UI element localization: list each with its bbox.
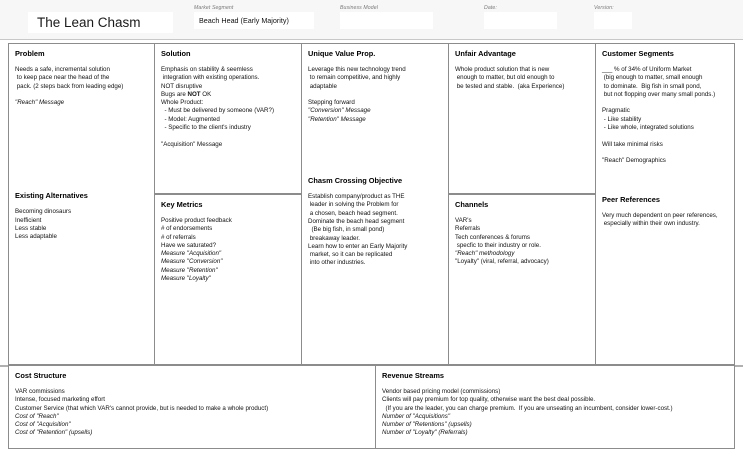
cell-unique-value-prop[interactable] [302,43,449,365]
cell-body-unique-value-prop [308,66,443,124]
cell-title-revenue-streams: Revenue Streams [382,371,445,380]
market-segment-input[interactable]: Beach Head (Early Majority) [194,12,314,29]
text-line: VAR's [455,217,472,224]
text-line: especially within their own industry. [602,219,700,227]
text-line: to keep pace near the head of the [15,74,110,82]
cell-title-chasm-crossing-objective: Chasm Crossing Objective [308,176,403,186]
text-line: Positive product feedback [161,217,232,224]
text-line: into other industries. [308,259,366,267]
cell-body-peer-references [602,212,729,229]
text-line: adaptable [308,82,337,90]
text-line: (If you are the leader, you can charge premium. If you are unseating an incumbent, consider lower-cost.) [382,404,673,412]
text-line: Measure "Acquisition" [161,250,222,258]
text-line: "Retention" Message [308,115,366,123]
text-line: Measure "Loyalty" [161,275,211,283]
cell-body-unfair-advantage [455,66,590,91]
spacer-customer-segments [602,166,729,195]
text-line: breakaway leader. [308,234,360,242]
text-line: Number of "Acquisitions" [382,412,451,420]
version-label: Version: [594,5,614,11]
text-line [308,91,443,99]
text-line: Less adaptable [15,233,57,241]
cell-title-solution: Solution [161,49,191,58]
text-line: Learn how to enter an Early Majority [308,242,408,250]
text-line: to dominate. Big fish in small pond, [602,82,702,90]
text-line: Number of "Retentions" (upsells) [382,421,472,429]
text-line: Stepping forward [308,99,355,107]
cell-body-channels [455,217,590,267]
text-line: pack. (2 steps back from leading edge) [15,82,124,90]
cell-cost-structure[interactable] [8,365,376,449]
text-line: be tested and stable. (aka Experience) [455,82,565,90]
text-line: (big enough to matter, small enough [602,74,703,82]
text-line: - Like stability [602,115,642,123]
text-line: Measure "Retention" [161,266,218,274]
text-line: Leverage this new technology trend [308,66,406,73]
canvas-bottom-row [8,365,735,449]
text-line: Cost of "Retention" (upsells) [15,429,93,437]
text-line: "Reach" Message [15,99,65,107]
canvas-header [0,0,743,40]
cell-problem[interactable] [8,43,155,365]
cell-body-solution [161,66,296,149]
cell-body-cost-structure [15,388,370,438]
cell-channels[interactable] [449,194,596,365]
text-line [161,132,296,140]
cell-key-metrics[interactable] [155,194,302,365]
spacer-uvp [308,124,443,176]
spacer-problem [15,107,149,191]
text-line: - Must be delivered by someone (VAR?) [161,107,275,115]
text-line: integration with existing operations. [161,74,260,82]
text-line: Bugs are NOT OK [161,90,212,98]
text-line: Customer Service (that which VAR's cannot provide, but is needed to make a whole product) [15,404,269,412]
text-line: a chosen, beach head segment. [308,209,398,217]
text-line [602,149,729,157]
text-line: Cost of "Reach" [15,412,59,420]
cell-title-existing-alternatives: Existing Alternatives [15,191,88,201]
text-line: Clients will pay premium for top quality, otherwise want the best deal possible. [382,396,596,404]
text-line: Very much dependent on peer references, [602,211,718,219]
market-segment-field [194,5,314,29]
text-line: but not flopping over many small ponds.) [602,90,716,98]
cell-title-unfair-advantage: Unfair Advantage [455,49,516,58]
cell-title-peer-references: Peer References [602,194,660,204]
cell-body-existing-alternatives [15,208,149,241]
text-line: Referrals [455,225,481,233]
date-field [484,5,557,29]
text-line: Dominate the beach head segment [308,217,405,225]
page-title: The Lean Chasm [28,12,173,33]
cell-solution[interactable] [155,43,302,194]
text-line: ___ % of 34% of Uniform Market [602,66,692,73]
text-line: (Be big fish, in small pond) [308,226,385,234]
text-line: "Conversion" Message [308,107,371,115]
text-line: Emphasis on stability & seemless [161,66,253,73]
text-line: Pragmatic [602,107,630,115]
text-line [602,99,729,107]
business-model-field [340,5,433,29]
text-line: leader in solving the Problem for [308,201,399,209]
market-segment-label: Market Segment [194,5,234,11]
text-line: "Reach" Demographics [602,157,666,165]
cell-body-key-metrics [161,217,296,283]
cell-body-chasm-crossing-objective [308,193,443,268]
canvas-title-field [28,12,173,33]
date-input[interactable] [484,12,557,29]
cell-body-problem [15,66,149,107]
cell-title-cost-structure: Cost Structure [15,371,67,380]
text-line: Cost of "Acquisition" [15,421,71,429]
business-model-label: Business Model [340,5,379,11]
text-line: enough to matter, but old enough to [455,74,555,82]
cell-customer-segments[interactable] [596,43,735,365]
text-line: "Acquisition" Message [161,140,223,148]
text-line: Tech conferences & forums [455,233,530,241]
text-line: to remain competitive, and highly [308,74,401,82]
text-line: Inefficient [15,216,42,224]
text-line: # of endorsements [161,225,213,233]
text-line: Establish company/product as THE [308,193,405,201]
cell-title-key-metrics: Key Metrics [161,200,203,209]
text-line: Vendor based pricing model (commissions) [382,388,501,395]
text-line: Measure "Conversion" [161,258,223,266]
canvas-grid [8,43,735,365]
text-line [15,91,149,99]
cell-body-revenue-streams [382,388,729,438]
cell-unfair-advantage[interactable] [449,43,596,194]
text-line: "Loyalty" (viral, referral, advocacy) [455,258,549,266]
text-line: Less stable [15,225,47,233]
text-line: Intense, focused marketing effort [15,396,105,404]
text-line: - Specific to the client's industry [161,124,251,132]
version-field [594,5,632,29]
text-line: Whole Product: [161,99,204,107]
text-line: - Model: Augmented [161,115,220,123]
text-line: market, so it can be replicated [308,251,393,259]
text-line [602,132,729,140]
text-line: Number of "Loyalty" (Referrals) [382,429,468,437]
cell-title-customer-segments: Customer Segments [602,49,674,58]
text-line: Becoming dinosaurs [15,208,72,216]
text-line: - Like whole, integrated solutions [602,124,694,132]
cell-revenue-streams[interactable] [376,365,735,449]
cell-body-customer-segments [602,66,729,166]
text-line: Whole product solution that is new [455,66,550,73]
business-model-input[interactable] [340,12,433,29]
text-line: specfic to their industry or role. [455,241,541,249]
text-line: # of referrals [161,233,196,241]
text-line: "Reach" methodology [455,250,515,258]
text-line: Have we saturated? [161,241,217,249]
cell-title-channels: Channels [455,200,489,209]
cell-title-unique-value-prop: Unique Value Prop. [308,49,376,58]
text-line: VAR commissions [15,388,65,395]
date-label: Date: [484,5,497,11]
text-line: Will take minimal risks [602,140,663,148]
cell-title-problem: Problem [15,49,45,58]
version-input[interactable] [594,12,632,29]
text-line: NOT disruptive [161,82,203,90]
text-line: Needs a safe, incremental solution [15,66,110,73]
